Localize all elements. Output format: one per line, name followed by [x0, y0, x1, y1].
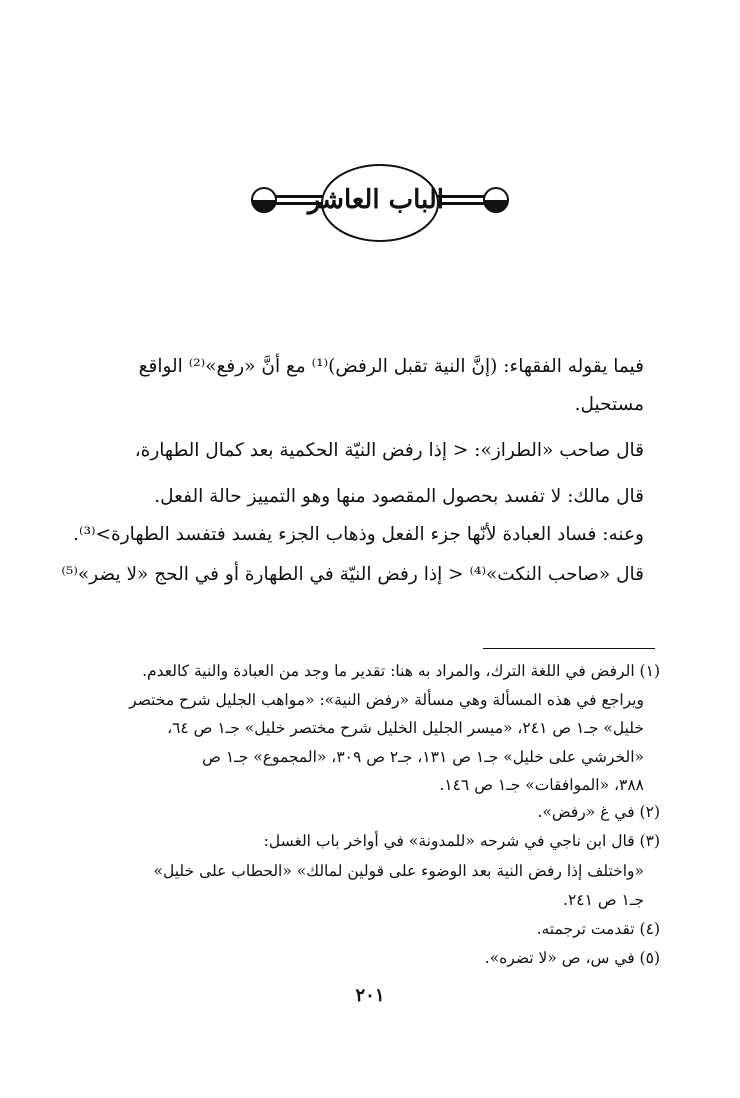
footnote-line: (١) الرفض في اللغة الترك، والمراد به هنا: تقدير ما وجد من العبادة والنية كالعدم. [142, 662, 660, 680]
paragraph-line: قال مالك: لا تفسد بحصول المقصود منها وهو التمييز حالة الفعل. [154, 486, 644, 507]
chapter-heading-ornament [250, 155, 510, 255]
footnote-line: ٣٨٨، «الموافقات» جـ١ ص ١٤٦. [439, 776, 644, 794]
footnote-separator [483, 648, 655, 649]
paragraph-line: مستحيل. [574, 394, 644, 415]
chapter-title: الباب العاشر [307, 185, 444, 215]
footnote-line: «الخرشي على خليل» جـ١ ص ١٣١، جـ٢ ص ٣٠٩، «المجموع» جـ١ ص [202, 748, 644, 766]
footnote-line: جـ١ ص ٢٤١. [563, 891, 644, 909]
footnote-line: (٣) قال ابن ناجي في شرحه «للمدونة» في أواخر باب الغسل: [263, 832, 660, 850]
footnote-line: «واختلف إذا رفض النية بعد الوضوء على قولين لمالك» «الحطاب على خليل» [153, 862, 644, 880]
paragraph-line: فيما يقوله الفقهاء: (إنَّ النية تقبل الرفض)⁽¹⁾ مع أنَّ «رفع»⁽²⁾ الواقع [138, 356, 644, 377]
paragraph-line: قال «صاحب النكت»⁽⁴⁾ < إذا رفض النيّة في الطهارة أو في الحج «لا يضر»⁽⁵⁾ [61, 564, 644, 585]
paragraph-line: وعنه: فساد العبادة لأنّها جزء الفعل وذهاب الجزء يفسد فتفسد الطهارة>⁽³⁾. [73, 524, 644, 545]
footnote-line: (٤) تقدمت ترجمته. [536, 920, 660, 938]
page-number: ٢٠١ [355, 985, 385, 1006]
footnote-line: (٥) في س، ص «لا تضره». [484, 949, 660, 967]
footnote-line: ويراجع في هذه المسألة وهي مسألة «رفض النية»: «مواهب الجليل شرح مختصر [129, 691, 644, 709]
footnote-line: (٢) في غ «رفض». [537, 803, 660, 821]
footnote-line: خليل» جـ١ ص ٢٤١، «ميسر الجليل الخليل شرح مختصر خليل» جـ١ ص ٦٤، [167, 719, 644, 737]
paragraph-line: قال صاحب «الطراز»: < إذا رفض النيّة الحكمية بعد كمال الطهارة، [134, 440, 644, 461]
